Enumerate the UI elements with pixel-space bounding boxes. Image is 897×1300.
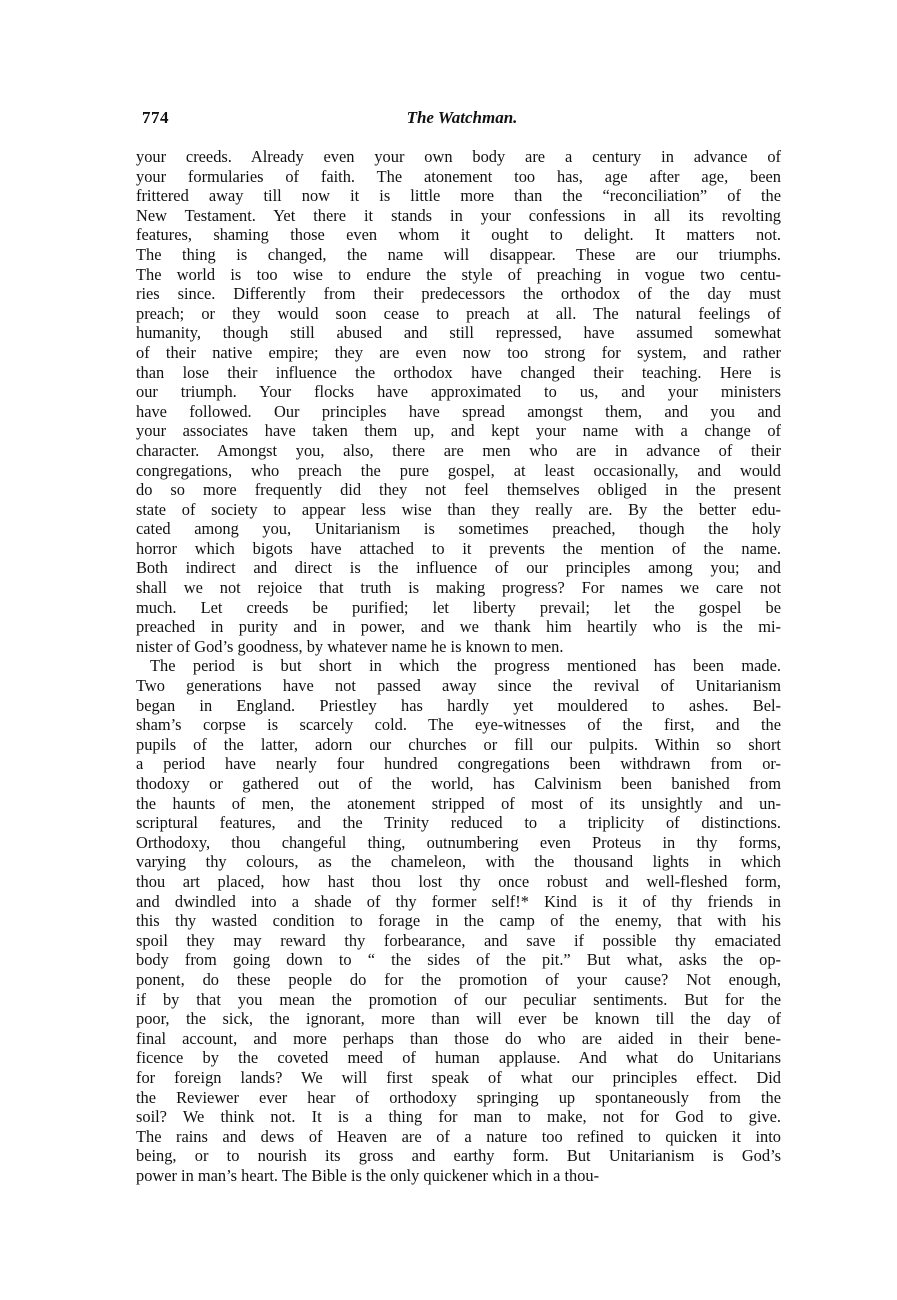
text-line: features, shaming those even whom it ought to delight. It matters not. bbox=[136, 225, 781, 245]
text-line: spoil they may reward thy forbearance, and save if possible thy emaciated bbox=[136, 930, 781, 950]
text-line: congregations, who preach the pure gospel, at least occasionally, and would bbox=[136, 460, 781, 480]
text-line: power in man’s heart. The Bible is the only quickener which in a thou- bbox=[136, 1165, 600, 1185]
text-line: ficence by the coveted meed of human applause. And what do Unitarians bbox=[136, 1048, 781, 1068]
text-line: horror which bigots have attached to it prevents the mention of the name. bbox=[136, 538, 781, 558]
text-line: being, or to nourish its gross and earthy form. But Unitarianism is God’s bbox=[136, 1146, 781, 1166]
text-line: of their native empire; they are even now too strong for system, and rather bbox=[136, 342, 781, 362]
running-title: The Watchman. bbox=[406, 108, 518, 127]
text-line: The world is too wise to endure the style of preaching in vogue two centu- bbox=[136, 264, 781, 284]
text-line: have followed. Our principles have spread amongst them, and you and bbox=[136, 401, 781, 421]
text-line: thodoxy or gathered out of the world, has Calvinism been banished from bbox=[136, 774, 781, 793]
text-line: varying thy colours, as the chameleon, with the thousand lights in which bbox=[136, 852, 781, 872]
text-line: The thing is changed, the name will disappear. These are our triumphs. bbox=[136, 244, 781, 264]
text-line: do so more frequently did they not feel themselves obliged in the present bbox=[136, 480, 781, 500]
text-line: poor, the sick, the ignorant, more than will ever be known till the day of bbox=[136, 1009, 781, 1029]
text-line: sham’s corpse is scarcely cold. The eye-witnesses of the first, and the bbox=[136, 715, 781, 735]
text-line: soil? We think not. It is a thing for man to make, not for God to give. bbox=[136, 1107, 781, 1127]
page-header bbox=[142, 108, 782, 132]
text-line: pupils of the latter, adorn our churches or fill our pulpits. Within so short bbox=[136, 734, 781, 754]
text-line: Both indirect and direct is the influence of our principles among you; and bbox=[136, 558, 781, 578]
text-line: much. Let creeds be purified; let liberty prevail; let the gospel be bbox=[136, 597, 781, 617]
text-line: than lose their influence the orthodox have changed their teaching. Here is bbox=[136, 362, 781, 382]
text-line: the haunts of men, the atonement stripped of most of its unsightly and un- bbox=[136, 793, 781, 813]
text-line: if by that you mean the promotion of our peculiar sentiments. But for the bbox=[136, 989, 781, 1009]
paragraph bbox=[136, 147, 781, 656]
text-line: preached in purity and in power, and we thank him heartily who is the mi- bbox=[136, 617, 781, 637]
text-line: the Reviewer ever hear of orthodoxy springing up spontaneously from the bbox=[136, 1087, 781, 1107]
text-line: began in England. Priestley has hardly yet mouldered to ashes. Bel- bbox=[136, 695, 781, 715]
text-line: our triumph. Your flocks have approximated to us, and your ministers bbox=[136, 382, 781, 402]
text-line: ponent, do these people do for the promotion of your cause? Not enough, bbox=[136, 969, 781, 989]
text-line: thou art placed, how hast thou lost thy once robust and well-fleshed form, bbox=[136, 871, 781, 891]
text-line: nister of God’s goodness, by whatever name he is known to men. bbox=[136, 636, 564, 656]
text-line: ries since. Differently from their predecessors the orthodox of the day must bbox=[136, 284, 781, 304]
text-line: your creeds. Already even your own body are a century in advance of bbox=[136, 147, 781, 166]
body-text bbox=[136, 147, 781, 1185]
text-line: character. Amongst you, also, there are men who are in advance of their bbox=[136, 440, 781, 460]
text-line: your associates have taken them up, and kept your name with a change of bbox=[136, 421, 781, 441]
text-line: for foreign lands? We will first speak of what our principles effect. Did bbox=[136, 1067, 781, 1087]
text-line: Two generations have not passed away since the revival of Unitarianism bbox=[136, 676, 781, 696]
text-line: final account, and more perhaps than those do who are aided in their bene- bbox=[136, 1028, 781, 1048]
text-line: a period have nearly four hundred congregations been withdrawn from or- bbox=[136, 754, 781, 774]
text-line: The rains and dews of Heaven are of a nature too refined to quicken it into bbox=[136, 1126, 781, 1146]
text-line: cated among you, Unitarianism is sometimes preached, though the holy bbox=[136, 519, 781, 539]
text-line: body from going down to “ the sides of the pit.” But what, asks the op- bbox=[136, 950, 781, 970]
text-line: state of society to appear less wise than they really are. By the better edu- bbox=[136, 499, 781, 519]
text-line: and dwindled into a shade of thy former self!* Kind is it of thy friends in bbox=[136, 891, 781, 911]
text-line: The period is but short in which the progress mentioned has been made. bbox=[150, 656, 781, 676]
text-line: this thy wasted condition to forage in the camp of the enemy, that with his bbox=[136, 911, 781, 931]
text-line: shall we not rejoice that truth is making progress? For names we care not bbox=[136, 578, 781, 598]
paragraph bbox=[136, 656, 781, 1185]
text-line: frittered away till now it is little more than the “reconciliation” of the bbox=[136, 186, 781, 206]
text-line: scriptural features, and the Trinity reduced to a triplicity of distinctions. bbox=[136, 813, 781, 833]
text-line: preach; or they would soon cease to preach at all. The natural feelings of bbox=[136, 303, 781, 323]
page-number: 774 bbox=[142, 108, 169, 127]
text-line: New Testament. Yet there it stands in your confessions in all its revolting bbox=[136, 205, 781, 225]
text-line: your formularies of faith. The atonement too has, age after age, been bbox=[136, 166, 781, 186]
text-line: humanity, though still abused and still repressed, have assumed somewhat bbox=[136, 323, 781, 343]
text-line: Orthodoxy, thou changeful thing, outnumbering even Proteus in thy forms, bbox=[136, 832, 781, 852]
